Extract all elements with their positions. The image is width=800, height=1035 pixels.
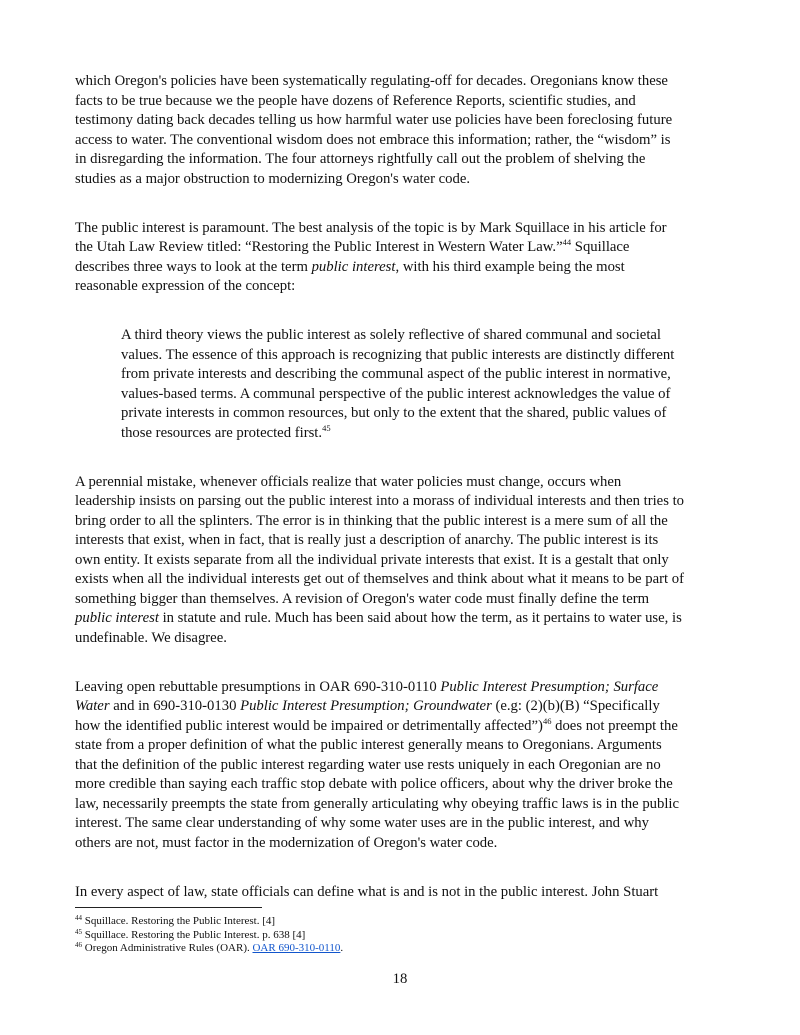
- text-line: [121, 346, 735, 366]
- text-line: [75, 170, 735, 190]
- text-line: [75, 219, 735, 239]
- text-line: [75, 92, 735, 112]
- text-run: values. The essence of this approach is recognizing that public interests are distinctly different: [121, 346, 675, 363]
- text-run: leadership insists on parsing out the public interest into a morass of individual interests and then tries to: [75, 493, 685, 509]
- italic-text: public interest: [311, 258, 396, 275]
- text-line: [75, 238, 735, 258]
- text-run: which Oregon's policies have been systematically regulating-off for decades. Oregonians know these: [75, 73, 668, 89]
- text-run: interest. The same clear understanding of why some water uses are in the public interest, and why: [75, 815, 649, 831]
- text-line: [121, 424, 735, 444]
- text-line: [75, 834, 735, 854]
- text-line: [75, 678, 735, 698]
- document-body: [75, 72, 735, 932]
- text-run: access to water. The conventional wisdom does not embrace this information; rather, the “wisdom” is: [75, 131, 671, 148]
- text-line: [75, 131, 735, 151]
- text-run: exists when all the individual interests get out of themselves and think about what it means to be part of: [75, 571, 684, 587]
- text-run: how the identified public interest would be impaired or detrimentally affected”): [75, 717, 543, 734]
- footnote-text: Oregon Administrative Rules (OAR).: [84, 942, 253, 954]
- italic-text: Water: [75, 698, 110, 714]
- text-run: law, necessarily preempts the state from generally articulating why obeying traffic laws is in the public: [75, 795, 680, 812]
- text-run: state from a proper definition of what the public interest generally means to Oregonians. Arguments: [75, 737, 662, 753]
- text-line: [75, 609, 735, 629]
- text-run: in disregarding the information. The four attorneys rightfully call out the problem of shelving the: [75, 151, 646, 167]
- text-run: and in 690-310-0130: [109, 698, 241, 714]
- text-run: (e.g: (2)(b)(B) “Specifically: [491, 698, 660, 714]
- text-run: private interests in common resources, but only to the extent that the shared, public values of: [121, 405, 667, 421]
- text-run: from private interests and describing the communal aspect of the public interest in normative,: [121, 366, 671, 382]
- text-line: [75, 473, 735, 493]
- text-line: [121, 365, 735, 385]
- text-run: more credible than saying each traffic stop debate with police officers, about why the driver broke the: [75, 776, 673, 792]
- text-run: interests that exist, when in fact, that is really just a description of anarchy. The public interest is its: [75, 532, 659, 548]
- text-run: bring order to all the splinters. The error is in thinking that the public interest is a mere sum of all the: [75, 512, 668, 529]
- footnote-reference: 45: [322, 422, 331, 433]
- text-run: A third theory views the public interest as solely reflective of shared communal and societal: [121, 327, 662, 343]
- footnote-reference: 44: [562, 237, 572, 247]
- text-line: [121, 385, 735, 405]
- italic-text: Public Interest Presumption; Groundwater: [240, 698, 492, 714]
- text-run: The public interest is paramount. The best analysis of the topic is by Mark Squillace in his article for: [75, 219, 667, 236]
- text-line: [75, 697, 735, 717]
- text-run: reasonable expression of the concept:: [75, 278, 296, 294]
- text-line: [75, 512, 735, 532]
- text-line: [75, 814, 735, 834]
- footnote-link[interactable]: OAR 690-310-0110: [252, 942, 341, 954]
- text-run: those resources are protected first.: [121, 424, 323, 441]
- paragraph: [75, 678, 735, 854]
- text-line: [75, 883, 735, 903]
- paragraph: [75, 473, 735, 649]
- text-run: does not preempt the: [551, 717, 678, 734]
- text-run: the Utah Law Review titled: “Restoring the Public Interest in Western Water Law.”: [75, 239, 563, 255]
- footnote-45: [75, 929, 343, 943]
- text-run: facts to be true because we the people have dozens of Reference Reports, scientific studies, and: [75, 92, 636, 109]
- text-line: [75, 756, 735, 776]
- text-run: A perennial mistake, whenever officials realize that water policies must change, occurs when: [75, 473, 622, 490]
- text-line: [75, 111, 735, 131]
- footnote-text-end: .: [340, 942, 344, 954]
- text-line: [75, 277, 735, 297]
- footnotes: [75, 915, 343, 956]
- text-line: [75, 717, 735, 737]
- text-run: others are not, must factor in the modernization of Oregon's water code.: [75, 834, 498, 851]
- text-run: , with his third example being the most: [395, 258, 625, 275]
- text-run: testimony dating back decades telling us how harmful water use policies have been foreclosing future: [75, 112, 673, 128]
- text-line: [75, 736, 735, 756]
- footnote-number: 46: [75, 941, 82, 949]
- page-number: 18: [392, 971, 408, 987]
- text-line: [75, 551, 735, 571]
- text-line: [75, 570, 735, 590]
- text-run: Squillace: [571, 239, 630, 255]
- text-line: [121, 326, 735, 346]
- text-run: that the definition of the public interest regarding water use rests uniquely in each Oregonian are no: [75, 756, 661, 773]
- text-line: [75, 629, 735, 649]
- paragraph: [75, 72, 735, 189]
- text-run: values-based terms. A communal perspective of the public interest acknowledges the value of: [121, 385, 671, 402]
- footnote-text: Squillace. Restoring the Public Interest. p. 638 [4]: [84, 928, 306, 941]
- text-run: studies as a major obstruction to modernizing Oregon's water code.: [75, 170, 471, 187]
- text-run: in statute and rule. Much has been said about how the term, as it pertains to water use, is: [158, 610, 682, 626]
- italic-text: public interest: [75, 610, 159, 626]
- text-run: describes three ways to look at the term: [75, 258, 312, 275]
- text-line: [75, 775, 735, 795]
- footnote-44: [75, 915, 343, 929]
- text-line: [75, 531, 735, 551]
- text-run: undefinable. We disagree.: [75, 629, 227, 646]
- footnote-text: Squillace. Restoring the Public Interest. [4]: [84, 915, 276, 927]
- text-line: [75, 590, 735, 610]
- text-line: [75, 72, 735, 92]
- paragraph: [75, 219, 735, 297]
- text-line: [75, 258, 735, 278]
- text-run: In every aspect of law, state officials can define what is and is not in the public interest. John Stuart: [75, 883, 659, 900]
- italic-text: Public Interest Presumption; Surface: [440, 678, 659, 695]
- block-quote: [75, 326, 735, 443]
- text-line: [121, 404, 735, 424]
- text-run: Leaving open rebuttable presumptions in OAR 690-310-0110: [75, 678, 441, 695]
- footnote-number: 44: [75, 914, 82, 922]
- footnote-reference: 46: [542, 715, 552, 726]
- text-run: own entity. It exists separate from all the individual private interests that exist. It is a gestalt that only: [75, 551, 669, 568]
- footnote-separator: [75, 907, 262, 908]
- footnote-number: 45: [75, 927, 82, 936]
- footnote-46: [75, 942, 343, 956]
- text-line: [75, 150, 735, 170]
- paragraph: [75, 883, 735, 903]
- text-line: [75, 795, 735, 815]
- text-line: [75, 492, 735, 512]
- text-run: something bigger than themselves. A revision of Oregon's water code must finally define the term: [75, 590, 650, 607]
